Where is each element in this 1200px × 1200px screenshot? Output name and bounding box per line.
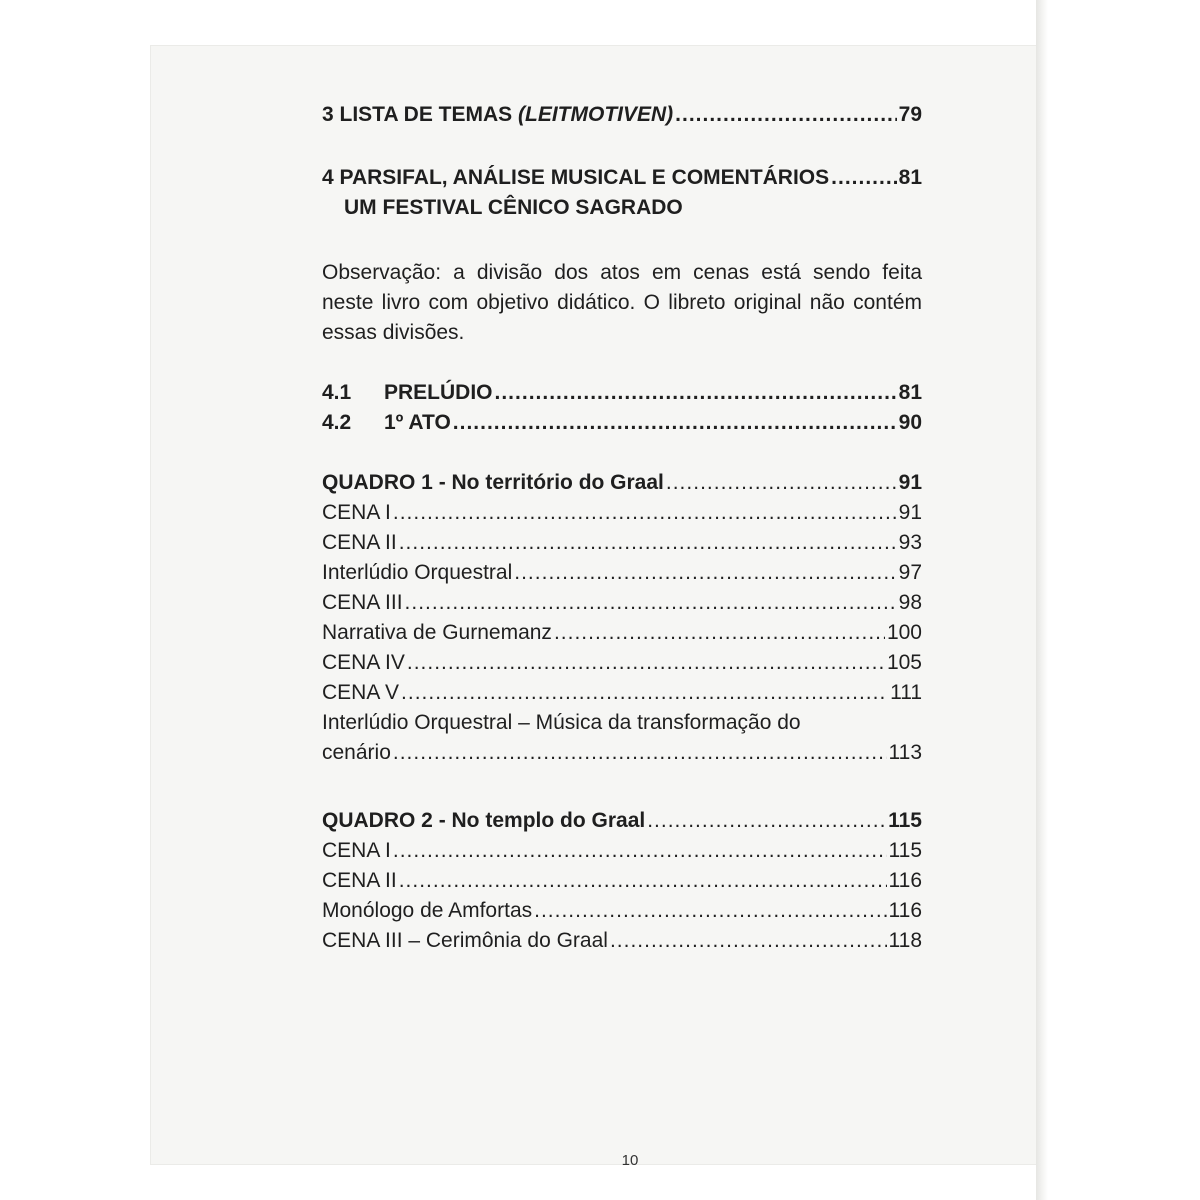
- toc-row: [322, 528, 922, 558]
- toc-row: [322, 588, 922, 618]
- toc-row: [322, 558, 922, 588]
- toc-row: [322, 498, 922, 528]
- toc-row: [322, 806, 922, 836]
- leader-dots: [495, 378, 897, 408]
- toc-label: 4 PARSIFAL, ANÁLISE MUSICAL E COMENTÁRIOS: [322, 166, 830, 189]
- toc-page-number: 115: [888, 839, 922, 862]
- leader-dots: [399, 528, 897, 558]
- leader-dots: [514, 558, 896, 588]
- leader-dots: [393, 836, 887, 866]
- toc-label: Monólogo de Amfortas: [322, 899, 533, 922]
- toc-number: 4.1: [322, 381, 352, 404]
- toc-page-number: 116: [888, 869, 922, 892]
- toc-row: [322, 738, 922, 768]
- toc-label: Interlúdio Orquestral – Música da transformação do: [322, 711, 801, 734]
- toc-page-number: 98: [898, 591, 922, 614]
- toc-label: CENA V: [322, 681, 400, 704]
- toc-page-number: 81: [898, 381, 922, 404]
- observation-note: Observação: a divisão dos atos em cenas está sendo feita neste livro com objetivo didático. O libreto original não contém essas divisões.: [322, 261, 922, 344]
- leader-dots: [675, 100, 896, 130]
- toc-label: Narrativa de Gurnemanz: [322, 621, 552, 644]
- leader-dots: [399, 866, 887, 896]
- leader-dots: [401, 678, 888, 708]
- leader-dots: [647, 806, 886, 836]
- toc-label: cenário: [322, 741, 391, 764]
- toc-quadro-2: [322, 806, 922, 956]
- toc-row: [322, 618, 922, 648]
- toc-page-number: 113: [888, 741, 922, 764]
- toc-label: Interlúdio Orquestral: [322, 561, 513, 584]
- toc-label: 3 LISTA DE TEMAS (LEITMOTIVEN): [322, 103, 674, 126]
- leader-dots: [666, 468, 897, 498]
- toc-label: CENA I: [322, 839, 391, 862]
- toc-number: 4.2: [322, 411, 352, 434]
- toc-row: [322, 378, 922, 408]
- toc-row: [322, 468, 922, 498]
- toc-page-number: 100: [886, 621, 922, 644]
- toc-row: [322, 866, 922, 896]
- toc-label: CENA III – Cerimônia do Graal: [322, 929, 608, 952]
- page-number-footer: 10: [621, 1152, 639, 1169]
- toc-quadro-1: [322, 468, 922, 768]
- toc-subsections: [322, 378, 922, 438]
- toc-page-number: 91: [898, 471, 922, 494]
- toc-page-number: 115: [888, 809, 922, 832]
- toc-section-4: [322, 163, 922, 223]
- toc-label: CENA II: [322, 869, 397, 892]
- leader-dots: [407, 648, 885, 678]
- toc-row: [322, 708, 922, 738]
- leader-dots: [610, 926, 887, 956]
- leader-dots: [453, 408, 897, 438]
- leader-dots: [393, 498, 897, 528]
- toc-page-number: 97: [898, 561, 922, 584]
- toc-label: PRELÚDIO: [384, 381, 493, 404]
- toc-row: [322, 926, 922, 956]
- toc-label: 1º ATO: [384, 411, 451, 434]
- page-edge: [1036, 0, 1048, 1200]
- toc-row: [322, 896, 922, 926]
- leader-dots: [393, 738, 887, 768]
- leader-dots: [534, 896, 886, 926]
- toc-row: [322, 678, 922, 708]
- leader-dots: [831, 163, 896, 193]
- toc-page-number: 111: [890, 681, 922, 704]
- leader-dots: [405, 588, 897, 618]
- toc-row: [322, 836, 922, 866]
- toc-subtitle: UM FESTIVAL CÊNICO SAGRADO: [344, 196, 683, 219]
- toc-label: CENA IV: [322, 651, 405, 674]
- toc-page-number: 105: [886, 651, 922, 674]
- toc-row: [322, 648, 922, 678]
- leader-dots: [554, 618, 885, 648]
- toc-page-number: 116: [888, 899, 922, 922]
- toc-page-number: 79: [898, 103, 922, 126]
- toc-page-number: 118: [888, 929, 922, 952]
- toc-page-number: 90: [898, 411, 922, 434]
- toc-label: QUADRO 2 - No templo do Graal: [322, 809, 646, 832]
- toc-page-number: 91: [898, 501, 922, 524]
- toc-page-number: 93: [898, 531, 922, 554]
- toc-label: CENA III: [322, 591, 403, 614]
- toc-label: CENA II: [322, 531, 397, 554]
- toc-label: QUADRO 1 - No território do Graal: [322, 471, 664, 494]
- toc-row: [322, 408, 922, 438]
- toc-page-number: 81: [898, 166, 922, 189]
- toc-label: CENA I: [322, 501, 391, 524]
- toc-section-3: [322, 100, 922, 130]
